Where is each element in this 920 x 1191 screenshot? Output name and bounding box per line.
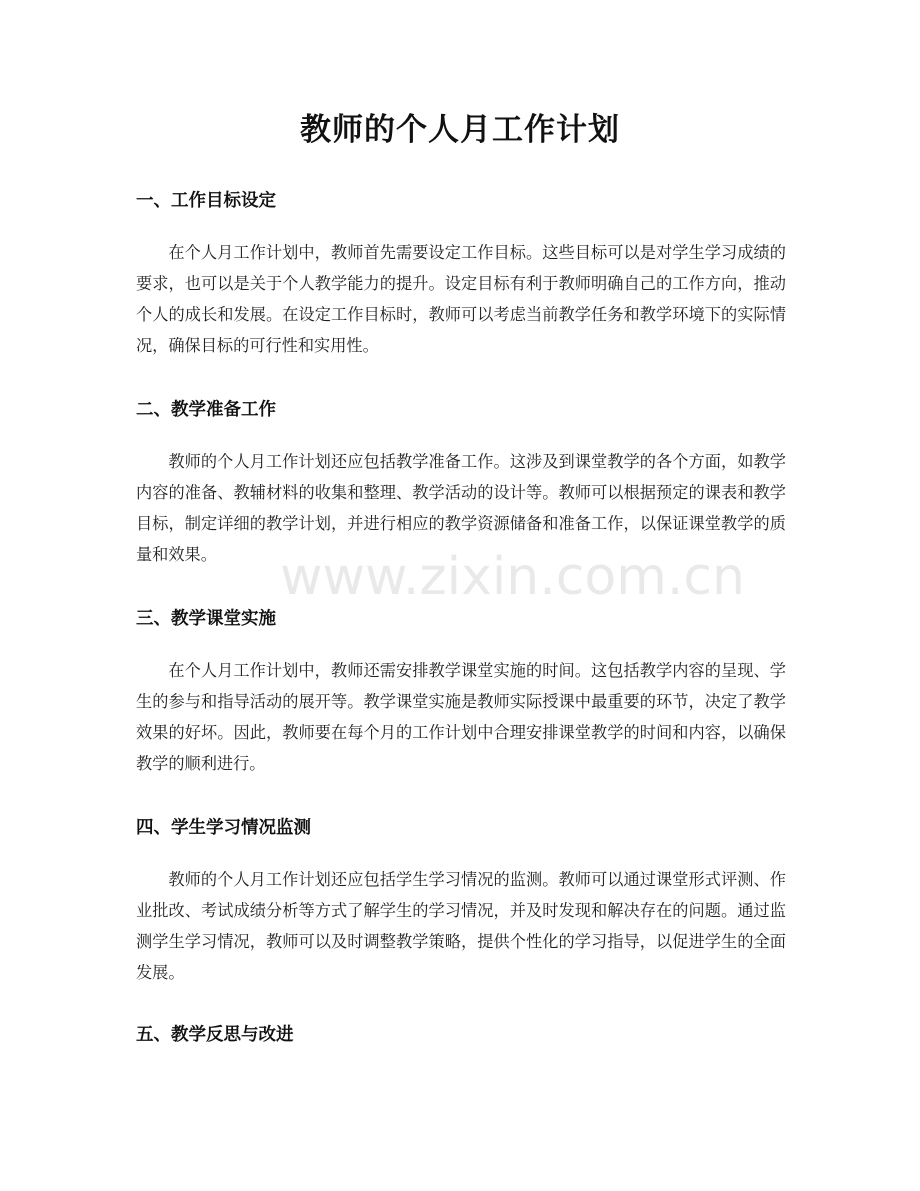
section-heading: 三、教学课堂实施 bbox=[136, 609, 276, 629]
section-reflection-improvement bbox=[136, 1022, 786, 1048]
section-teaching-preparation bbox=[136, 397, 786, 570]
section-paragraph: 教师的个人月工作计划还应包括学生学习情况的监测。教师可以通过课堂形式评测、作业批改、考试成绩分析等方式了解学生的学习情况，并及时发现和解决存在的问题。通过监测学生学习情况，教师可以及时调整教学策略，提供个性化的学习指导，以促进学生的全面发展。 bbox=[136, 870, 786, 982]
section-heading: 五、教学反思与改进 bbox=[136, 1025, 294, 1045]
document-title: 教师的个人月工作计划 bbox=[300, 112, 620, 148]
section-paragraph: 在个人月工作计划中，教师还需安排教学课堂实施的时间。这包括教学内容的呈现、学生的参与和指导活动的展开等。教学课堂实施是教师实际授课中最重要的环节，决定了教学效果的好坏。因此，教师要在每个月的工作计划中合理安排课堂教学的时间和内容，以确保教学的顺利进行。 bbox=[136, 661, 786, 773]
section-heading: 一、工作目标设定 bbox=[136, 191, 276, 211]
section-classroom-implementation bbox=[136, 606, 786, 779]
section-work-goals bbox=[136, 188, 786, 361]
section-paragraph: 教师的个人月工作计划还应包括教学准备工作。这涉及到课堂教学的各个方面，如教学内容的准备、教辅材料的收集和整理、教学活动的设计等。教师可以根据预定的课表和教学目标，制定详细的教学计划，并进行相应的教学资源储备和准备工作，以保证课堂教学的质量和效果。 bbox=[136, 452, 786, 564]
section-learning-monitoring bbox=[136, 815, 786, 988]
watermark: www.zixin.com.cn bbox=[280, 547, 745, 607]
section-heading: 四、学生学习情况监测 bbox=[136, 818, 311, 838]
section-paragraph: 在个人月工作计划中，教师首先需要设定工作目标。这些目标可以是对学生学习成绩的要求，也可以是关于个人教学能力的提升。设定目标有利于教师明确自己的工作方向，推动个人的成长和发展。在设定工作目标时，教师可以考虑当前教学任务和教学环境下的实际情况，确保目标的可行性和实用性。 bbox=[136, 243, 786, 355]
section-heading: 二、教学准备工作 bbox=[136, 400, 276, 420]
